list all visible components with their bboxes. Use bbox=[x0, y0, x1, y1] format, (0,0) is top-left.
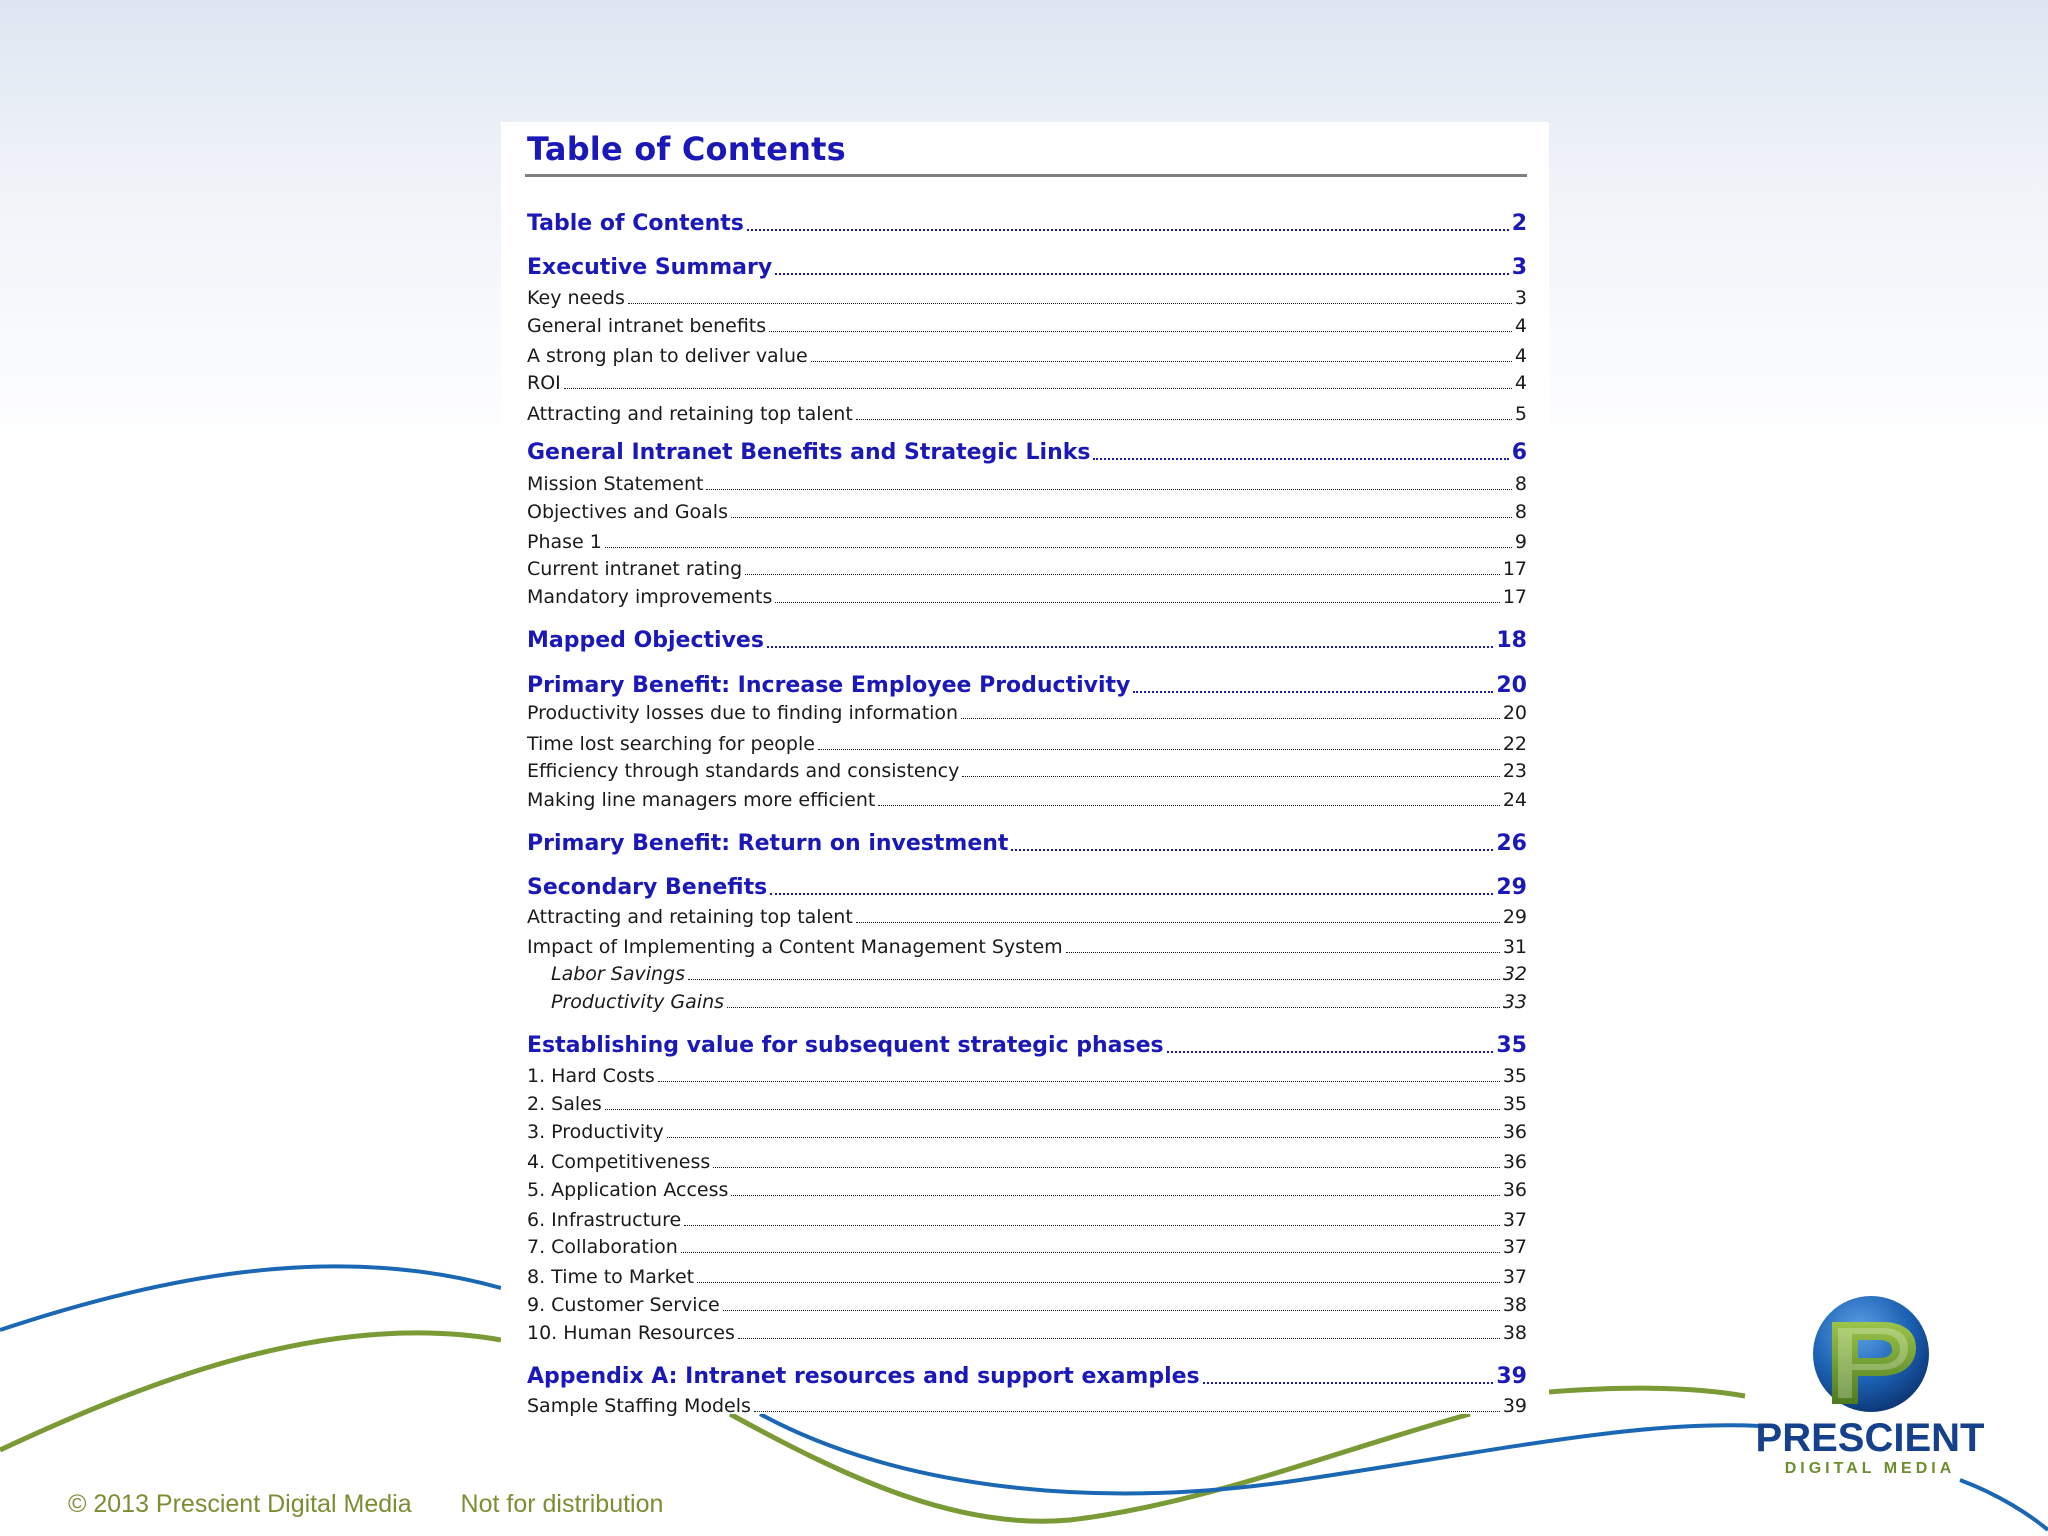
toc-entry-page: 22 bbox=[1502, 733, 1527, 755]
toc-entry-label: A strong plan to deliver value bbox=[527, 345, 808, 367]
prescient-p-globe-icon bbox=[1808, 1292, 1934, 1416]
toc-entry-label: 10. Human Resources bbox=[527, 1322, 735, 1344]
toc-entry-label: Sample Staffing Models bbox=[527, 1395, 751, 1417]
toc-entry-label: Establishing value for subsequent strategic phases bbox=[527, 1033, 1164, 1058]
toc-dot-leader bbox=[856, 922, 1500, 923]
toc-entry[interactable] bbox=[527, 469, 1527, 495]
toc-entry-label: 4. Competitiveness bbox=[527, 1151, 711, 1173]
document-page bbox=[501, 122, 1549, 1417]
toc-dot-leader bbox=[1066, 952, 1500, 953]
toc-entry-page: 20 bbox=[1496, 673, 1527, 698]
toc-entry[interactable] bbox=[527, 1175, 1527, 1201]
toc-entry[interactable] bbox=[527, 582, 1527, 608]
toc-entry[interactable] bbox=[527, 527, 1527, 553]
title-divider bbox=[525, 174, 1527, 177]
toc-entry-label: 8. Time to Market bbox=[527, 1266, 695, 1288]
toc-entry-label: 5. Application Access bbox=[527, 1179, 729, 1201]
toc-entry-label: Appendix A: Intranet resources and support examples bbox=[527, 1364, 1200, 1389]
toc-entry[interactable] bbox=[527, 1030, 1527, 1058]
toc-dot-leader bbox=[1133, 691, 1493, 693]
toc-dot-leader bbox=[961, 718, 1500, 719]
toc-entry-label: Table of Contents bbox=[527, 211, 744, 236]
prescient-logo bbox=[1740, 1292, 2000, 1487]
toc-entry[interactable] bbox=[527, 729, 1527, 755]
toc-dot-leader bbox=[628, 303, 1512, 304]
toc-entry[interactable] bbox=[527, 437, 1527, 465]
toc-entry-label: 7. Collaboration bbox=[527, 1236, 678, 1258]
toc-dot-leader bbox=[1093, 458, 1508, 460]
toc-entry-page: 31 bbox=[1502, 936, 1527, 958]
toc-entry[interactable] bbox=[527, 1262, 1527, 1288]
toc-entry-page: 2 bbox=[1511, 211, 1527, 236]
toc-dot-leader bbox=[713, 1167, 1500, 1168]
toc-dot-leader bbox=[818, 749, 1500, 750]
footer-copyright: © 2013 Prescient Digital Media bbox=[68, 1490, 412, 1518]
toc-entry-label: Primary Benefit: Return on investment bbox=[527, 831, 1009, 856]
toc-dot-leader bbox=[745, 574, 1500, 575]
toc-entry-label: Mandatory improvements bbox=[527, 586, 773, 608]
toc-entry-label: Attracting and retaining top talent bbox=[527, 906, 853, 928]
toc-entry[interactable] bbox=[527, 1117, 1527, 1143]
toc-entry-page: 8 bbox=[1514, 473, 1527, 495]
toc-entry-page: 39 bbox=[1502, 1395, 1527, 1417]
toc-entry-page: 20 bbox=[1502, 702, 1527, 724]
swoosh-green-left bbox=[0, 1333, 501, 1450]
footer bbox=[68, 1490, 663, 1519]
toc-entry-label: Phase 1 bbox=[527, 531, 602, 553]
toc-entry-page: 4 bbox=[1514, 372, 1527, 394]
toc-entry-label: Current intranet rating bbox=[527, 558, 743, 580]
swoosh-blue-right bbox=[1960, 1480, 2048, 1530]
toc-dot-leader bbox=[775, 602, 1499, 603]
toc-entry-page: 36 bbox=[1502, 1151, 1527, 1173]
toc-entry[interactable] bbox=[527, 341, 1527, 367]
swoosh-blue-bottom bbox=[760, 1414, 1760, 1493]
toc-entry[interactable] bbox=[527, 252, 1527, 280]
toc-entry-label: ROI bbox=[527, 372, 561, 394]
toc-entry-page: 4 bbox=[1514, 345, 1527, 367]
toc-dot-leader bbox=[697, 1282, 1500, 1283]
toc-entry-label: Productivity Gains bbox=[551, 991, 725, 1013]
toc-entry-page: 35 bbox=[1502, 1065, 1527, 1087]
toc-entry-label: Objectives and Goals bbox=[527, 501, 728, 523]
toc-dot-leader bbox=[681, 1252, 1500, 1253]
footer-notice: Not for distribution bbox=[460, 1490, 664, 1518]
toc-entry-page: 9 bbox=[1514, 531, 1527, 553]
toc-dot-leader bbox=[738, 1338, 1500, 1339]
toc-entry-label: Making line managers more efficient bbox=[527, 789, 876, 811]
toc-entry-label: 2. Sales bbox=[527, 1093, 602, 1115]
toc-entry-page: 17 bbox=[1502, 586, 1527, 608]
toc-entry-label: Attracting and retaining top talent bbox=[527, 403, 853, 425]
toc-entry[interactable] bbox=[527, 368, 1527, 394]
toc-entry[interactable] bbox=[527, 987, 1527, 1013]
toc-dot-leader bbox=[775, 273, 1508, 275]
toc-entry[interactable] bbox=[527, 1391, 1527, 1417]
toc-entry-page: 4 bbox=[1514, 315, 1527, 337]
toc-entry[interactable] bbox=[527, 1061, 1527, 1087]
toc-entry[interactable] bbox=[527, 698, 1527, 724]
toc-entry-page: 36 bbox=[1502, 1121, 1527, 1143]
toc-entry-label: Mission Statement bbox=[527, 473, 704, 495]
toc-entry-page: 8 bbox=[1514, 501, 1527, 523]
toc-entry[interactable] bbox=[527, 625, 1527, 653]
toc-entry[interactable] bbox=[527, 1205, 1527, 1231]
toc-entry-page: 37 bbox=[1502, 1209, 1527, 1231]
toc-dot-leader bbox=[767, 646, 1493, 648]
toc-entry-label: Efficiency through standards and consistency bbox=[527, 760, 960, 782]
toc-entry-page: 35 bbox=[1502, 1093, 1527, 1115]
toc-entry-page: 3 bbox=[1511, 255, 1527, 280]
toc-entry-label: Key needs bbox=[527, 287, 625, 309]
toc-dot-leader bbox=[706, 489, 1511, 490]
toc-entry-page: 35 bbox=[1496, 1033, 1527, 1058]
toc-dot-leader bbox=[747, 229, 1509, 231]
toc-entry[interactable] bbox=[527, 902, 1527, 928]
toc-dot-leader bbox=[731, 517, 1512, 518]
toc-entry-page: 26 bbox=[1496, 831, 1527, 856]
toc-entry[interactable] bbox=[527, 1290, 1527, 1316]
toc-entry-label: Executive Summary bbox=[527, 255, 773, 280]
toc-entry-label: Secondary Benefits bbox=[527, 875, 768, 900]
toc-entry-page: 39 bbox=[1496, 1364, 1527, 1389]
toc-dot-leader bbox=[731, 1195, 1499, 1196]
toc-entry-page: 37 bbox=[1502, 1266, 1527, 1288]
toc-entry[interactable] bbox=[527, 872, 1527, 900]
toc-entry-page: 33 bbox=[1502, 991, 1527, 1013]
toc-dot-leader bbox=[770, 893, 1493, 895]
toc-dot-leader bbox=[878, 805, 1499, 806]
toc-entry-page: 32 bbox=[1502, 963, 1527, 985]
toc-entry[interactable] bbox=[527, 932, 1527, 958]
toc-entry-page: 38 bbox=[1502, 1322, 1527, 1344]
logo-subtitle: DIGITAL MEDIA bbox=[1784, 1460, 1956, 1477]
toc-entry[interactable] bbox=[527, 670, 1527, 698]
toc-entry-page: 24 bbox=[1502, 789, 1527, 811]
toc-entry-page: 5 bbox=[1514, 403, 1527, 425]
toc-entry[interactable] bbox=[527, 1089, 1527, 1115]
toc-dot-leader bbox=[684, 1225, 1500, 1226]
toc-dot-leader bbox=[962, 776, 1499, 777]
swoosh-blue-left bbox=[0, 1266, 501, 1330]
toc-entry[interactable] bbox=[527, 959, 1527, 985]
swoosh-green-bottom bbox=[730, 1414, 1470, 1521]
toc-dot-leader bbox=[723, 1310, 1500, 1311]
toc-dot-leader bbox=[1203, 1382, 1494, 1384]
toc-entry-page: 23 bbox=[1502, 760, 1527, 782]
toc-entry[interactable] bbox=[527, 497, 1527, 523]
toc-entry-page: 29 bbox=[1502, 906, 1527, 928]
toc-entry-label: Productivity losses due to finding information bbox=[527, 702, 959, 724]
toc-entry-label: Impact of Implementing a Content Management System bbox=[527, 936, 1063, 958]
toc-entry-label: 6. Infrastructure bbox=[527, 1209, 682, 1231]
toc-entry[interactable] bbox=[527, 1232, 1527, 1258]
logo-wordmark: PRESCIENT bbox=[1755, 1416, 1985, 1460]
toc-entry[interactable] bbox=[527, 283, 1527, 309]
toc-entry-page: 36 bbox=[1502, 1179, 1527, 1201]
document-title: Table of Contents bbox=[527, 130, 846, 168]
toc-entry-page: 17 bbox=[1502, 558, 1527, 580]
toc-entry[interactable] bbox=[527, 1361, 1527, 1389]
toc-entry[interactable] bbox=[527, 1147, 1527, 1173]
toc-dot-leader bbox=[605, 547, 1512, 548]
toc-dot-leader bbox=[658, 1081, 1500, 1082]
toc-dot-leader bbox=[688, 979, 1500, 980]
toc-entry-page: 37 bbox=[1502, 1236, 1527, 1258]
toc-entry[interactable] bbox=[527, 311, 1527, 337]
toc-entry[interactable] bbox=[527, 399, 1527, 425]
toc-entry-label: Time lost searching for people bbox=[527, 733, 815, 755]
toc-entry-label: General intranet benefits bbox=[527, 315, 767, 337]
toc-entry[interactable] bbox=[527, 1318, 1527, 1344]
toc-dot-leader bbox=[727, 1007, 1500, 1008]
toc-entry[interactable] bbox=[527, 554, 1527, 580]
toc-entry[interactable] bbox=[527, 756, 1527, 782]
toc-entry-page: 18 bbox=[1496, 628, 1527, 653]
toc-entry-page: 3 bbox=[1514, 287, 1527, 309]
toc-dot-leader bbox=[754, 1411, 1500, 1412]
toc-entry-label: Labor Savings bbox=[551, 963, 685, 985]
toc-dot-leader bbox=[811, 361, 1512, 362]
toc-entry-page: 6 bbox=[1511, 440, 1527, 465]
toc-entry-page: 29 bbox=[1496, 875, 1527, 900]
toc-dot-leader bbox=[769, 331, 1512, 332]
toc-entry[interactable] bbox=[527, 208, 1527, 236]
toc-dot-leader bbox=[605, 1109, 1500, 1110]
toc-entry-label: Primary Benefit: Increase Employee Productivity bbox=[527, 673, 1131, 698]
toc-dot-leader bbox=[856, 419, 1512, 420]
toc-entry[interactable] bbox=[527, 785, 1527, 811]
toc-dot-leader bbox=[1011, 849, 1493, 851]
toc-dot-leader bbox=[1167, 1051, 1494, 1053]
toc-dot-leader bbox=[564, 388, 1512, 389]
swoosh-green-right bbox=[1549, 1388, 1745, 1396]
toc-entry-label: Mapped Objectives bbox=[527, 628, 764, 653]
toc-entry[interactable] bbox=[527, 828, 1527, 856]
toc-entry-label: 3. Productivity bbox=[527, 1121, 664, 1143]
toc-dot-leader bbox=[667, 1137, 1500, 1138]
toc-entry-label: 1. Hard Costs bbox=[527, 1065, 655, 1087]
toc-entry-page: 38 bbox=[1502, 1294, 1527, 1316]
toc-entry-label: General Intranet Benefits and Strategic Links bbox=[527, 440, 1091, 465]
toc-entry-label: 9. Customer Service bbox=[527, 1294, 720, 1316]
